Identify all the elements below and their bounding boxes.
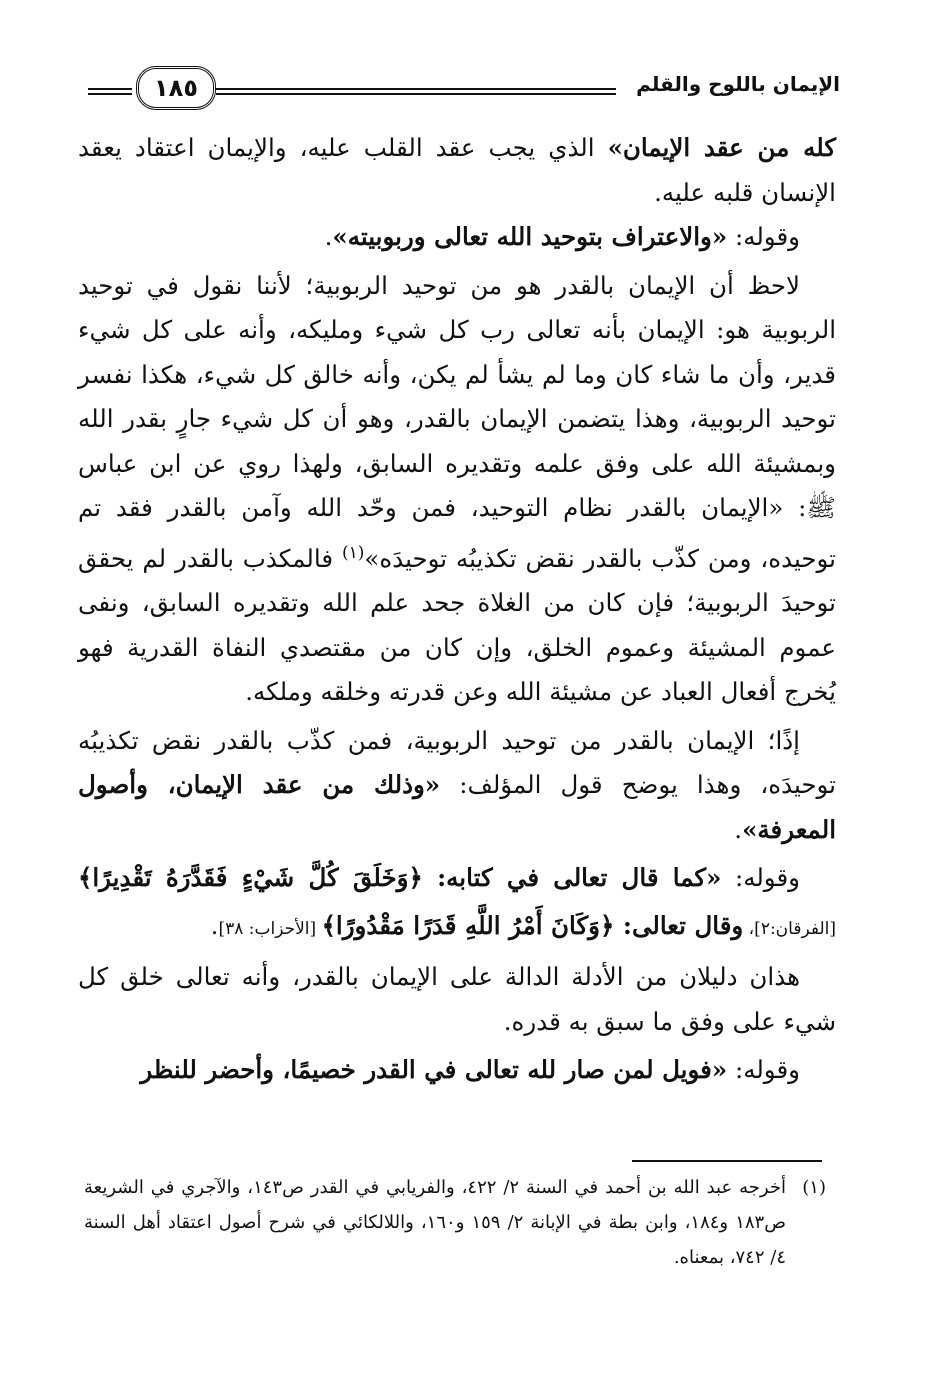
page-header — [88, 58, 848, 114]
paragraph-1 — [78, 126, 836, 215]
paragraph-4 — [78, 719, 836, 853]
p5-end: . — [210, 910, 219, 940]
footnote — [84, 1170, 826, 1275]
p3-rest: فالمكذب بالقدر لم يحقق توحيدَ الربوبية؛ فإن كان من الغلاة جحد علم الله وتقديره السابق، ونفى عموم المشيئة وعموم الخلق، وإن كان من مقتصدي النفاة القدرية فهو يُخرج أفعال العباد عن مشيئة الله وعن قدرته وخلقه وملكه. — [78, 543, 836, 707]
p4-bold: «وذلك من عقد الإيمان، وأصول المعرفة» — [78, 770, 836, 844]
p1-text: الذي يجب عقد القلب عليه، والإيمان اعتقاد يعقد الإنسان قلبه عليه. — [78, 133, 836, 207]
footnote-separator — [632, 1160, 822, 1162]
page-number: ١٨٥ — [136, 66, 216, 110]
p2-bold: «والاعتراف بتوحيد الله تعالى وربوبيته» — [332, 222, 728, 251]
paragraph-2 — [78, 215, 836, 260]
paragraph-7 — [78, 1048, 836, 1093]
header-rule — [216, 88, 616, 95]
footnote-number: (١) — [802, 1177, 826, 1198]
paragraph-6 — [78, 955, 836, 1044]
p5-lead: وقوله: — [721, 863, 801, 893]
p7-lead: وقوله: — [727, 1055, 800, 1085]
p4-text: إذًا؛ الإيمان بالقدر من توحيد الربوبية، فمن كذّب بالقدر نقض تكذيبُه توحيدَه، وهذا يوضح قول المؤلف: — [78, 725, 836, 800]
quran-ref-2: [الأحزاب: ٣٨] — [218, 918, 322, 939]
p5-bold-2: وقال تعالى: ﴿وَكَانَ أَمْرُ اللَّهِ قَدَرًا مَقْدُورًا﴾ — [321, 910, 744, 940]
paragraph-3 — [78, 264, 836, 715]
p6-text: هذان دليلان من الأدلة الدالة على الإيمان بالقدر، وأنه تعالى خلق كل شيء على وفق ما سبق به قدره. — [78, 962, 836, 1036]
p7-bold: «فويل لمن صار لله تعالى في القدر خصيمًا، وأحضر للنظر — [140, 1055, 728, 1085]
footnote-ref[interactable]: (١) — [341, 542, 365, 563]
header-rule-left — [88, 88, 132, 95]
p3-text: لاحظ أن الإيمان بالقدر هو من توحيد الربوبية؛ لأننا نقول في توحيد الربوبية هو: الإيمان بأنه تعالى رب كل شيء ومليكه، وأنه على كل شيء قدير، وأن ما شاء كان وما لم يشأ لم يكن، وأنه خالق كل شيء، هكذا نفسر توحيد الربوبية، وهذا يتضمن الإيمان بالقدر، وهو أن كل شيء جارٍ بقدر الله وبمشيئة الله على وفق علمه وتقديره السابق، ولهذا روي عن ابن عباس ﷺ: «الإيمان بالقدر نظام التوحيد، فمن وحّد الله وآمن بالقدر فقد تم توحيده، ومن كذّب بالقدر نقض تكذيبُه توحيدَه» — [78, 270, 837, 573]
p2-lead: وقوله: — [727, 222, 800, 251]
p4-end: . — [734, 814, 743, 844]
p1-bold: كله من عقد الإيمان» — [607, 133, 836, 162]
p2-end: . — [324, 222, 333, 251]
main-text — [78, 126, 836, 1093]
quran-ref-1: [الفرقان:٢]، — [743, 918, 836, 939]
paragraph-5 — [78, 856, 836, 951]
p5-bold: «كما قال تعالى في كتابه: ﴿وَخَلَقَ كُلَّ شَيْءٍ فَقَدَّرَهُ تَقْدِيرًا﴾ — [78, 863, 722, 893]
book-title: الإيمان باللوح والقلم — [636, 72, 840, 96]
footnote-text: أخرجه عبد الله بن أحمد في السنة ٢/ ٤٢٢، والفريابي في القدر ص١٤٣، والآجري في الشريعة ص١٨٣ و١٨٤، وابن بطة في الإبانة ٢/ ١٥٩ و١٦٠، واللالكائي في شرح أصول اعتقاد أهل السنة ٤/ ٧٤٢، بمعناه. — [84, 1177, 786, 1268]
